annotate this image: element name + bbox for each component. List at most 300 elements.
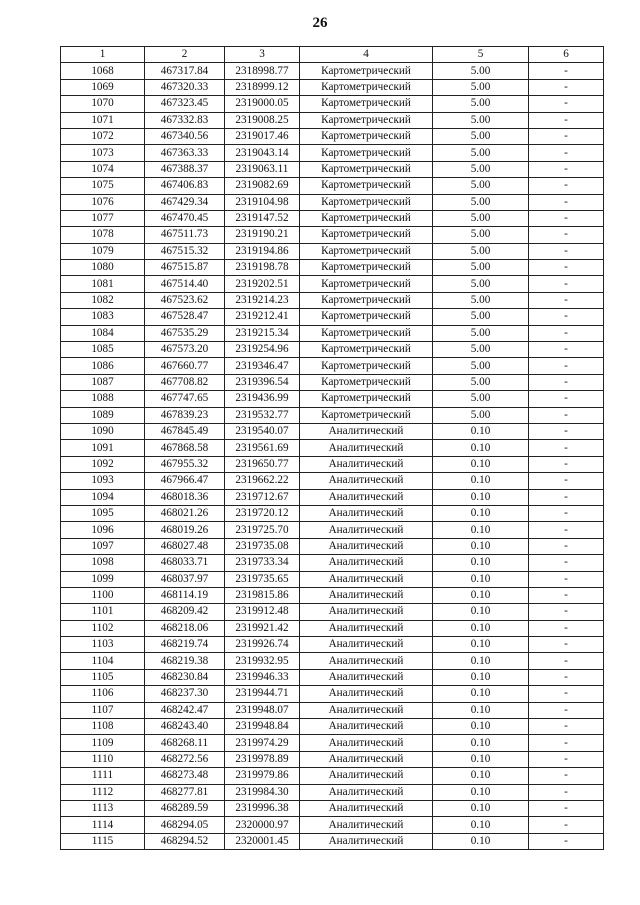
method-cell: Картометрический bbox=[300, 227, 433, 243]
method-cell: Аналитический bbox=[300, 686, 433, 702]
y-coordinate-cell: 2320001.45 bbox=[225, 833, 300, 849]
column-header-5: 5 bbox=[433, 47, 529, 63]
note-cell: - bbox=[529, 800, 604, 816]
point-number-cell: 1088 bbox=[61, 391, 145, 407]
method-cell: Аналитический bbox=[300, 719, 433, 735]
y-coordinate-cell: 2319017.46 bbox=[225, 128, 300, 144]
x-coordinate-cell: 467317.84 bbox=[145, 63, 225, 79]
x-coordinate-cell: 468027.48 bbox=[145, 538, 225, 554]
point-number-cell: 1089 bbox=[61, 407, 145, 423]
method-cell: Аналитический bbox=[300, 735, 433, 751]
table-row bbox=[61, 309, 604, 325]
x-coordinate-cell: 467573.20 bbox=[145, 342, 225, 358]
accuracy-cell: 5.00 bbox=[433, 243, 529, 259]
x-coordinate-cell: 467429.34 bbox=[145, 194, 225, 210]
table-row bbox=[61, 112, 604, 128]
point-number-cell: 1096 bbox=[61, 522, 145, 538]
note-cell: - bbox=[529, 178, 604, 194]
accuracy-cell: 0.10 bbox=[433, 456, 529, 472]
y-coordinate-cell: 2319396.54 bbox=[225, 374, 300, 390]
y-coordinate-cell: 2319190.21 bbox=[225, 227, 300, 243]
accuracy-cell: 5.00 bbox=[433, 391, 529, 407]
x-coordinate-cell: 467320.33 bbox=[145, 79, 225, 95]
method-cell: Аналитический bbox=[300, 473, 433, 489]
accuracy-cell: 5.00 bbox=[433, 128, 529, 144]
note-cell: - bbox=[529, 686, 604, 702]
method-cell: Картометрический bbox=[300, 292, 433, 308]
accuracy-cell: 5.00 bbox=[433, 309, 529, 325]
x-coordinate-cell: 467966.47 bbox=[145, 473, 225, 489]
method-cell: Аналитический bbox=[300, 522, 433, 538]
note-cell: - bbox=[529, 751, 604, 767]
point-number-cell: 1103 bbox=[61, 637, 145, 653]
accuracy-cell: 0.10 bbox=[433, 571, 529, 587]
point-number-cell: 1072 bbox=[61, 128, 145, 144]
method-cell: Аналитический bbox=[300, 833, 433, 849]
y-coordinate-cell: 2319948.84 bbox=[225, 719, 300, 735]
point-number-cell: 1102 bbox=[61, 620, 145, 636]
y-coordinate-cell: 2319043.14 bbox=[225, 145, 300, 161]
accuracy-cell: 0.10 bbox=[433, 669, 529, 685]
method-cell: Картометрический bbox=[300, 309, 433, 325]
method-cell: Аналитический bbox=[300, 555, 433, 571]
point-number-cell: 1104 bbox=[61, 653, 145, 669]
method-cell: Картометрический bbox=[300, 260, 433, 276]
y-coordinate-cell: 2319194.86 bbox=[225, 243, 300, 259]
x-coordinate-cell: 468219.74 bbox=[145, 637, 225, 653]
y-coordinate-cell: 2319532.77 bbox=[225, 407, 300, 423]
x-coordinate-cell: 467523.62 bbox=[145, 292, 225, 308]
table-row bbox=[61, 702, 604, 718]
accuracy-cell: 5.00 bbox=[433, 227, 529, 243]
method-cell: Картометрический bbox=[300, 178, 433, 194]
y-coordinate-cell: 2319932.95 bbox=[225, 653, 300, 669]
method-cell: Аналитический bbox=[300, 571, 433, 587]
table-row bbox=[61, 784, 604, 800]
accuracy-cell: 0.10 bbox=[433, 768, 529, 784]
table-body bbox=[61, 63, 604, 850]
y-coordinate-cell: 2319000.05 bbox=[225, 96, 300, 112]
accuracy-cell: 5.00 bbox=[433, 407, 529, 423]
x-coordinate-cell: 467470.45 bbox=[145, 210, 225, 226]
table-row bbox=[61, 538, 604, 554]
point-number-cell: 1076 bbox=[61, 194, 145, 210]
method-cell: Картометрический bbox=[300, 112, 433, 128]
x-coordinate-cell: 467323.45 bbox=[145, 96, 225, 112]
x-coordinate-cell: 468230.84 bbox=[145, 669, 225, 685]
note-cell: - bbox=[529, 505, 604, 521]
method-cell: Картометрический bbox=[300, 161, 433, 177]
x-coordinate-cell: 468273.48 bbox=[145, 768, 225, 784]
point-number-cell: 1081 bbox=[61, 276, 145, 292]
point-number-cell: 1074 bbox=[61, 161, 145, 177]
method-cell: Аналитический bbox=[300, 637, 433, 653]
column-header-1: 1 bbox=[61, 47, 145, 63]
y-coordinate-cell: 2319725.70 bbox=[225, 522, 300, 538]
method-cell: Картометрический bbox=[300, 391, 433, 407]
accuracy-cell: 5.00 bbox=[433, 276, 529, 292]
method-cell: Картометрический bbox=[300, 374, 433, 390]
note-cell: - bbox=[529, 210, 604, 226]
note-cell: - bbox=[529, 325, 604, 341]
accuracy-cell: 0.10 bbox=[433, 440, 529, 456]
y-coordinate-cell: 2319921.42 bbox=[225, 620, 300, 636]
table-row bbox=[61, 391, 604, 407]
table-row bbox=[61, 79, 604, 95]
table-row bbox=[61, 423, 604, 439]
table-row bbox=[61, 571, 604, 587]
note-cell: - bbox=[529, 96, 604, 112]
y-coordinate-cell: 2319912.48 bbox=[225, 604, 300, 620]
note-cell: - bbox=[529, 538, 604, 554]
table-row bbox=[61, 817, 604, 833]
method-cell: Аналитический bbox=[300, 817, 433, 833]
accuracy-cell: 0.10 bbox=[433, 800, 529, 816]
accuracy-cell: 0.10 bbox=[433, 473, 529, 489]
note-cell: - bbox=[529, 456, 604, 472]
note-cell: - bbox=[529, 653, 604, 669]
point-number-cell: 1077 bbox=[61, 210, 145, 226]
x-coordinate-cell: 467528.47 bbox=[145, 309, 225, 325]
table-row bbox=[61, 719, 604, 735]
point-number-cell: 1098 bbox=[61, 555, 145, 571]
x-coordinate-cell: 467515.32 bbox=[145, 243, 225, 259]
note-cell: - bbox=[529, 833, 604, 849]
method-cell: Аналитический bbox=[300, 440, 433, 456]
point-number-cell: 1068 bbox=[61, 63, 145, 79]
y-coordinate-cell: 2319944.71 bbox=[225, 686, 300, 702]
table-row bbox=[61, 768, 604, 784]
note-cell: - bbox=[529, 374, 604, 390]
accuracy-cell: 5.00 bbox=[433, 161, 529, 177]
column-header-2: 2 bbox=[145, 47, 225, 63]
y-coordinate-cell: 2318998.77 bbox=[225, 63, 300, 79]
accuracy-cell: 0.10 bbox=[433, 423, 529, 439]
method-cell: Картометрический bbox=[300, 358, 433, 374]
accuracy-cell: 0.10 bbox=[433, 686, 529, 702]
table-row bbox=[61, 555, 604, 571]
x-coordinate-cell: 468277.81 bbox=[145, 784, 225, 800]
x-coordinate-cell: 467515.87 bbox=[145, 260, 225, 276]
y-coordinate-cell: 2319540.07 bbox=[225, 423, 300, 439]
note-cell: - bbox=[529, 473, 604, 489]
method-cell: Картометрический bbox=[300, 342, 433, 358]
y-coordinate-cell: 2319254.96 bbox=[225, 342, 300, 358]
accuracy-cell: 0.10 bbox=[433, 505, 529, 521]
method-cell: Картометрический bbox=[300, 325, 433, 341]
accuracy-cell: 5.00 bbox=[433, 145, 529, 161]
method-cell: Аналитический bbox=[300, 456, 433, 472]
note-cell: - bbox=[529, 391, 604, 407]
y-coordinate-cell: 2319212.41 bbox=[225, 309, 300, 325]
note-cell: - bbox=[529, 571, 604, 587]
x-coordinate-cell: 468114.19 bbox=[145, 587, 225, 603]
point-number-cell: 1082 bbox=[61, 292, 145, 308]
x-coordinate-cell: 468242.47 bbox=[145, 702, 225, 718]
accuracy-cell: 0.10 bbox=[433, 702, 529, 718]
point-number-cell: 1080 bbox=[61, 260, 145, 276]
y-coordinate-cell: 2319984.30 bbox=[225, 784, 300, 800]
table-row bbox=[61, 227, 604, 243]
accuracy-cell: 5.00 bbox=[433, 112, 529, 128]
note-cell: - bbox=[529, 407, 604, 423]
point-number-cell: 1109 bbox=[61, 735, 145, 751]
table-row bbox=[61, 800, 604, 816]
method-cell: Аналитический bbox=[300, 423, 433, 439]
note-cell: - bbox=[529, 768, 604, 784]
y-coordinate-cell: 2319650.77 bbox=[225, 456, 300, 472]
y-coordinate-cell: 2320000.97 bbox=[225, 817, 300, 833]
method-cell: Картометрический bbox=[300, 276, 433, 292]
table-row bbox=[61, 735, 604, 751]
point-number-cell: 1093 bbox=[61, 473, 145, 489]
method-cell: Картометрический bbox=[300, 210, 433, 226]
y-coordinate-cell: 2319082.69 bbox=[225, 178, 300, 194]
x-coordinate-cell: 467839.23 bbox=[145, 407, 225, 423]
method-cell: Аналитический bbox=[300, 505, 433, 521]
note-cell: - bbox=[529, 604, 604, 620]
note-cell: - bbox=[529, 194, 604, 210]
table-row bbox=[61, 489, 604, 505]
table-row bbox=[61, 96, 604, 112]
note-cell: - bbox=[529, 128, 604, 144]
page-number: 26 bbox=[312, 15, 328, 31]
y-coordinate-cell: 2319063.11 bbox=[225, 161, 300, 177]
table-row bbox=[61, 473, 604, 489]
point-number-cell: 1069 bbox=[61, 79, 145, 95]
accuracy-cell: 0.10 bbox=[433, 653, 529, 669]
method-cell: Картометрический bbox=[300, 79, 433, 95]
accuracy-cell: 0.10 bbox=[433, 784, 529, 800]
method-cell: Аналитический bbox=[300, 653, 433, 669]
point-number-cell: 1097 bbox=[61, 538, 145, 554]
note-cell: - bbox=[529, 112, 604, 128]
x-coordinate-cell: 468268.11 bbox=[145, 735, 225, 751]
x-coordinate-cell: 468218.06 bbox=[145, 620, 225, 636]
x-coordinate-cell: 468272.56 bbox=[145, 751, 225, 767]
point-number-cell: 1090 bbox=[61, 423, 145, 439]
table-row bbox=[61, 194, 604, 210]
point-number-cell: 1070 bbox=[61, 96, 145, 112]
x-coordinate-cell: 467955.32 bbox=[145, 456, 225, 472]
note-cell: - bbox=[529, 637, 604, 653]
accuracy-cell: 0.10 bbox=[433, 522, 529, 538]
method-cell: Картометрический bbox=[300, 63, 433, 79]
x-coordinate-cell: 468018.36 bbox=[145, 489, 225, 505]
note-cell: - bbox=[529, 489, 604, 505]
table-row bbox=[61, 833, 604, 849]
table-row bbox=[61, 505, 604, 521]
table-row bbox=[61, 456, 604, 472]
note-cell: - bbox=[529, 342, 604, 358]
table-row bbox=[61, 604, 604, 620]
note-cell: - bbox=[529, 440, 604, 456]
x-coordinate-cell: 467747.65 bbox=[145, 391, 225, 407]
point-number-cell: 1115 bbox=[61, 833, 145, 849]
accuracy-cell: 0.10 bbox=[433, 817, 529, 833]
method-cell: Аналитический bbox=[300, 800, 433, 816]
x-coordinate-cell: 467511.73 bbox=[145, 227, 225, 243]
x-coordinate-cell: 467332.83 bbox=[145, 112, 225, 128]
method-cell: Аналитический bbox=[300, 784, 433, 800]
accuracy-cell: 0.10 bbox=[433, 538, 529, 554]
accuracy-cell: 0.10 bbox=[433, 604, 529, 620]
y-coordinate-cell: 2319104.98 bbox=[225, 194, 300, 210]
note-cell: - bbox=[529, 719, 604, 735]
method-cell: Картометрический bbox=[300, 145, 433, 161]
x-coordinate-cell: 468019.26 bbox=[145, 522, 225, 538]
y-coordinate-cell: 2319735.08 bbox=[225, 538, 300, 554]
note-cell: - bbox=[529, 620, 604, 636]
accuracy-cell: 0.10 bbox=[433, 751, 529, 767]
x-coordinate-cell: 467535.29 bbox=[145, 325, 225, 341]
point-number-cell: 1086 bbox=[61, 358, 145, 374]
accuracy-cell: 5.00 bbox=[433, 79, 529, 95]
note-cell: - bbox=[529, 817, 604, 833]
point-number-cell: 1073 bbox=[61, 145, 145, 161]
x-coordinate-cell: 468237.30 bbox=[145, 686, 225, 702]
table-row bbox=[61, 161, 604, 177]
table-header-row bbox=[61, 47, 604, 63]
note-cell: - bbox=[529, 423, 604, 439]
note-cell: - bbox=[529, 555, 604, 571]
accuracy-cell: 5.00 bbox=[433, 374, 529, 390]
method-cell: Аналитический bbox=[300, 702, 433, 718]
method-cell: Аналитический bbox=[300, 489, 433, 505]
note-cell: - bbox=[529, 784, 604, 800]
table-row bbox=[61, 243, 604, 259]
method-cell: Картометрический bbox=[300, 96, 433, 112]
table-row bbox=[61, 358, 604, 374]
note-cell: - bbox=[529, 63, 604, 79]
accuracy-cell: 5.00 bbox=[433, 178, 529, 194]
point-number-cell: 1099 bbox=[61, 571, 145, 587]
table-row bbox=[61, 751, 604, 767]
accuracy-cell: 5.00 bbox=[433, 96, 529, 112]
x-coordinate-cell: 468294.52 bbox=[145, 833, 225, 849]
point-number-cell: 1079 bbox=[61, 243, 145, 259]
point-number-cell: 1100 bbox=[61, 587, 145, 603]
point-number-cell: 1071 bbox=[61, 112, 145, 128]
y-coordinate-cell: 2319815.86 bbox=[225, 587, 300, 603]
note-cell: - bbox=[529, 587, 604, 603]
point-number-cell: 1101 bbox=[61, 604, 145, 620]
point-number-cell: 1107 bbox=[61, 702, 145, 718]
note-cell: - bbox=[529, 79, 604, 95]
note-cell: - bbox=[529, 243, 604, 259]
y-coordinate-cell: 2319202.51 bbox=[225, 276, 300, 292]
point-number-cell: 1111 bbox=[61, 768, 145, 784]
y-coordinate-cell: 2318999.12 bbox=[225, 79, 300, 95]
point-number-cell: 1075 bbox=[61, 178, 145, 194]
accuracy-cell: 0.10 bbox=[433, 489, 529, 505]
point-number-cell: 1112 bbox=[61, 784, 145, 800]
note-cell: - bbox=[529, 735, 604, 751]
x-coordinate-cell: 468021.26 bbox=[145, 505, 225, 521]
point-number-cell: 1110 bbox=[61, 751, 145, 767]
y-coordinate-cell: 2319946.33 bbox=[225, 669, 300, 685]
point-number-cell: 1085 bbox=[61, 342, 145, 358]
point-number-cell: 1087 bbox=[61, 374, 145, 390]
note-cell: - bbox=[529, 145, 604, 161]
table-row bbox=[61, 440, 604, 456]
y-coordinate-cell: 2319948.07 bbox=[225, 702, 300, 718]
x-coordinate-cell: 468289.59 bbox=[145, 800, 225, 816]
point-number-cell: 1105 bbox=[61, 669, 145, 685]
x-coordinate-cell: 468219.38 bbox=[145, 653, 225, 669]
y-coordinate-cell: 2319561.69 bbox=[225, 440, 300, 456]
table-row bbox=[61, 260, 604, 276]
table-row bbox=[61, 128, 604, 144]
y-coordinate-cell: 2319147.52 bbox=[225, 210, 300, 226]
point-number-cell: 1084 bbox=[61, 325, 145, 341]
y-coordinate-cell: 2319198.78 bbox=[225, 260, 300, 276]
accuracy-cell: 5.00 bbox=[433, 63, 529, 79]
method-cell: Картометрический bbox=[300, 407, 433, 423]
table-row bbox=[61, 325, 604, 341]
y-coordinate-cell: 2319720.12 bbox=[225, 505, 300, 521]
accuracy-cell: 5.00 bbox=[433, 260, 529, 276]
x-coordinate-cell: 467660.77 bbox=[145, 358, 225, 374]
method-cell: Аналитический bbox=[300, 768, 433, 784]
y-coordinate-cell: 2319214.23 bbox=[225, 292, 300, 308]
method-cell: Картометрический bbox=[300, 243, 433, 259]
coordinates-table bbox=[60, 46, 604, 850]
point-number-cell: 1091 bbox=[61, 440, 145, 456]
table-row bbox=[61, 178, 604, 194]
y-coordinate-cell: 2319662.22 bbox=[225, 473, 300, 489]
x-coordinate-cell: 467363.33 bbox=[145, 145, 225, 161]
method-cell: Картометрический bbox=[300, 194, 433, 210]
table-row bbox=[61, 653, 604, 669]
note-cell: - bbox=[529, 292, 604, 308]
accuracy-cell: 0.10 bbox=[433, 719, 529, 735]
point-number-cell: 1094 bbox=[61, 489, 145, 505]
table-row bbox=[61, 637, 604, 653]
y-coordinate-cell: 2319008.25 bbox=[225, 112, 300, 128]
accuracy-cell: 0.10 bbox=[433, 555, 529, 571]
note-cell: - bbox=[529, 702, 604, 718]
point-number-cell: 1114 bbox=[61, 817, 145, 833]
y-coordinate-cell: 2319978.89 bbox=[225, 751, 300, 767]
x-coordinate-cell: 467868.58 bbox=[145, 440, 225, 456]
y-coordinate-cell: 2319979.86 bbox=[225, 768, 300, 784]
table-row bbox=[61, 686, 604, 702]
method-cell: Аналитический bbox=[300, 751, 433, 767]
x-coordinate-cell: 467845.49 bbox=[145, 423, 225, 439]
table-row bbox=[61, 374, 604, 390]
note-cell: - bbox=[529, 260, 604, 276]
table-row bbox=[61, 292, 604, 308]
y-coordinate-cell: 2319346.47 bbox=[225, 358, 300, 374]
point-number-cell: 1092 bbox=[61, 456, 145, 472]
note-cell: - bbox=[529, 669, 604, 685]
x-coordinate-cell: 468294.05 bbox=[145, 817, 225, 833]
note-cell: - bbox=[529, 227, 604, 243]
accuracy-cell: 0.10 bbox=[433, 735, 529, 751]
x-coordinate-cell: 467340.56 bbox=[145, 128, 225, 144]
table-row bbox=[61, 407, 604, 423]
y-coordinate-cell: 2319974.29 bbox=[225, 735, 300, 751]
accuracy-cell: 0.10 bbox=[433, 620, 529, 636]
method-cell: Аналитический bbox=[300, 604, 433, 620]
y-coordinate-cell: 2319733.34 bbox=[225, 555, 300, 571]
point-number-cell: 1078 bbox=[61, 227, 145, 243]
y-coordinate-cell: 2319215.34 bbox=[225, 325, 300, 341]
point-number-cell: 1106 bbox=[61, 686, 145, 702]
accuracy-cell: 5.00 bbox=[433, 292, 529, 308]
y-coordinate-cell: 2319926.74 bbox=[225, 637, 300, 653]
